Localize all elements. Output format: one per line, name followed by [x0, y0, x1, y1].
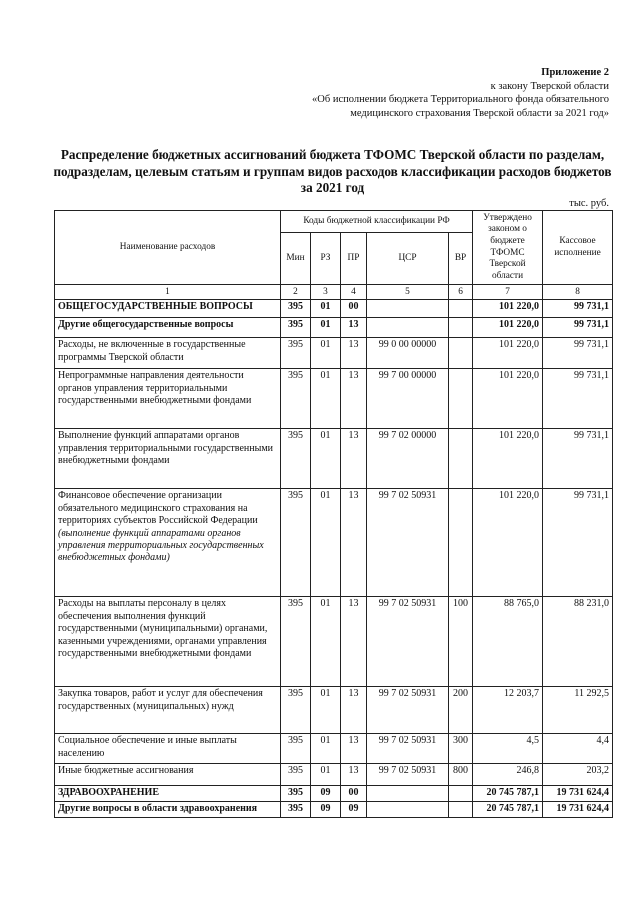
row-approved: 101 220,0: [473, 429, 543, 489]
column-number: 6: [449, 285, 473, 300]
appendix-line: к закону Тверской области: [490, 80, 609, 92]
row-min: 395: [281, 489, 311, 597]
row-min: 395: [281, 764, 311, 786]
column-number: 2: [281, 285, 311, 300]
table-row: [55, 687, 613, 734]
table-row: [55, 338, 613, 369]
row-executed: 203,2: [543, 764, 613, 786]
row-executed: 19 731 624,4: [543, 786, 613, 802]
row-csr: 99 7 00 00000: [367, 369, 449, 429]
row-pr: 13: [341, 597, 367, 687]
header-rz: РЗ: [311, 233, 341, 285]
row-pr: 13: [341, 687, 367, 734]
row-approved: 12 203,7: [473, 687, 543, 734]
column-number: 5: [367, 285, 449, 300]
row-rz: 01: [311, 300, 341, 318]
column-number: 1: [55, 285, 281, 300]
row-vr: [449, 369, 473, 429]
row-csr: 99 7 02 00000: [367, 429, 449, 489]
row-executed: 99 731,1: [543, 338, 613, 369]
row-rz: 01: [311, 318, 341, 338]
row-csr: 99 0 00 00000: [367, 338, 449, 369]
row-min: 395: [281, 338, 311, 369]
row-vr: 200: [449, 687, 473, 734]
row-name: Финансовое обеспечение организации обязательного медицинского страхования на территориях субъектов Российской Федерации: [58, 490, 258, 527]
row-csr: 99 7 02 50931: [367, 764, 449, 786]
header-csr: ЦСР: [367, 233, 449, 285]
table-row: [55, 489, 613, 597]
row-csr: 99 7 02 50931: [367, 734, 449, 764]
row-name: Социальное обеспечение и иные выплаты населению: [55, 734, 281, 764]
row-executed: 99 731,1: [543, 369, 613, 429]
header-codes: Коды бюджетной классификации РФ: [281, 211, 473, 233]
row-min: 395: [281, 369, 311, 429]
row-min: 395: [281, 802, 311, 818]
row-min: 395: [281, 786, 311, 802]
row-approved: 101 220,0: [473, 369, 543, 429]
row-name: Иные бюджетные ассигнования: [55, 764, 281, 786]
row-vr: 300: [449, 734, 473, 764]
row-vr: [449, 429, 473, 489]
table-row: [55, 300, 613, 318]
row-approved: 20 745 787,1: [473, 786, 543, 802]
row-pr: 13: [341, 338, 367, 369]
column-number: 7: [473, 285, 543, 300]
row-pr: 13: [341, 369, 367, 429]
row-rz: 09: [311, 802, 341, 818]
row-approved: 4,5: [473, 734, 543, 764]
row-pr: 13: [341, 734, 367, 764]
header-approved: Утверждено законом о бюджете ТФОМС Тверской области: [473, 211, 543, 285]
row-name: Другие общегосударственные вопросы: [55, 318, 281, 338]
row-csr: [367, 802, 449, 818]
row-executed: 99 731,1: [543, 300, 613, 318]
row-rz: 01: [311, 734, 341, 764]
row-approved: 88 765,0: [473, 597, 543, 687]
row-rz: 01: [311, 687, 341, 734]
header-vr: ВР: [449, 233, 473, 285]
row-csr: 99 7 02 50931: [367, 687, 449, 734]
table-row: [55, 597, 613, 687]
row-note: (выполнение функций аппаратами органов управления территориальных государственных внебюджетных фондами): [58, 527, 264, 564]
row-vr: 800: [449, 764, 473, 786]
units-label: тыс. руб.: [569, 198, 609, 209]
appendix-line: «Об исполнении бюджета Территориального фонда обязательного: [312, 94, 609, 105]
table-row: [55, 764, 613, 786]
row-name: ЗДРАВООХРАНЕНИЕ: [55, 786, 281, 802]
row-pr: 13: [341, 429, 367, 489]
header-executed: Кассовое исполнение: [543, 211, 613, 285]
row-vr: [449, 300, 473, 318]
row-csr: [367, 786, 449, 802]
appendix-title: Приложение 2: [541, 67, 609, 78]
column-number: 4: [341, 285, 367, 300]
row-min: 395: [281, 597, 311, 687]
row-approved: 101 220,0: [473, 300, 543, 318]
column-number-row: [55, 285, 613, 300]
row-vr: [449, 338, 473, 369]
row-vr: 100: [449, 597, 473, 687]
row-rz: 01: [311, 429, 341, 489]
row-rz: 09: [311, 786, 341, 802]
table-row: [55, 786, 613, 802]
row-executed: 4,4: [543, 734, 613, 764]
row-executed: 99 731,1: [543, 318, 613, 338]
row-pr: 13: [341, 489, 367, 597]
row-csr: 99 7 02 50931: [367, 597, 449, 687]
row-min: 395: [281, 300, 311, 318]
row-min: 395: [281, 318, 311, 338]
appendix-line: медицинского страхования Тверской области за 2021 год»: [350, 107, 609, 119]
budget-table: [54, 210, 613, 818]
appendix-block: [312, 66, 609, 120]
row-name: ОБЩЕГОСУДАРСТВЕННЫЕ ВОПРОСЫ: [55, 300, 281, 318]
row-rz: 01: [311, 338, 341, 369]
column-number: 3: [311, 285, 341, 300]
header-min: Мин: [281, 233, 311, 285]
row-approved: 101 220,0: [473, 489, 543, 597]
row-pr: 13: [341, 318, 367, 338]
row-min: 395: [281, 429, 311, 489]
row-pr: 00: [341, 786, 367, 802]
row-name-cell: [55, 489, 281, 597]
row-pr: 13: [341, 764, 367, 786]
table-row: [55, 318, 613, 338]
row-rz: 01: [311, 489, 341, 597]
row-executed: 11 292,5: [543, 687, 613, 734]
row-csr: [367, 318, 449, 338]
header-pr: ПР: [341, 233, 367, 285]
row-name: Закупка товаров, работ и услуг для обеспечения государственных (муниципальных) нужд: [55, 687, 281, 734]
row-min: 395: [281, 734, 311, 764]
row-name: Выполнение функций аппаратами органов управления территориальными государственными внебюджетными фондами: [55, 429, 281, 489]
row-executed: 99 731,1: [543, 429, 613, 489]
row-pr: 00: [341, 300, 367, 318]
row-approved: 101 220,0: [473, 338, 543, 369]
row-rz: 01: [311, 764, 341, 786]
row-vr: [449, 802, 473, 818]
row-executed: 99 731,1: [543, 489, 613, 597]
row-name: Расходы, не включенные в государственные программы Тверской области: [55, 338, 281, 369]
row-approved: 246,8: [473, 764, 543, 786]
row-name: Расходы на выплаты персоналу в целях обеспечения выполнения функций государственными (муниципальными) органами, казенными учреждениями, органами управления государственными внебюджетными фондами: [55, 597, 281, 687]
row-vr: [449, 786, 473, 802]
row-csr: 99 7 02 50931: [367, 489, 449, 597]
document-title: Распределение бюджетных ассигнований бюджета ТФОМС Тверской области по разделам, подразделам, целевым статьям и группам видов расходов классификации расходов бюджетов за 2021 год: [53, 147, 612, 195]
row-name: Непрограммные направления деятельности органов управления территориальными государственными внебюджетными фондами: [55, 369, 281, 429]
row-csr: [367, 300, 449, 318]
row-vr: [449, 489, 473, 597]
row-vr: [449, 318, 473, 338]
row-approved: 101 220,0: [473, 318, 543, 338]
row-rz: 01: [311, 597, 341, 687]
row-rz: 01: [311, 369, 341, 429]
row-approved: 20 745 787,1: [473, 802, 543, 818]
table-row: [55, 802, 613, 818]
table-row: [55, 429, 613, 489]
row-pr: 09: [341, 802, 367, 818]
row-min: 395: [281, 687, 311, 734]
row-executed: 88 231,0: [543, 597, 613, 687]
row-name: Другие вопросы в области здравоохранения: [55, 802, 281, 818]
row-executed: 19 731 624,4: [543, 802, 613, 818]
table-row: [55, 734, 613, 764]
column-number: 8: [543, 285, 613, 300]
table-row: [55, 369, 613, 429]
header-name: Наименование расходов: [55, 211, 281, 285]
